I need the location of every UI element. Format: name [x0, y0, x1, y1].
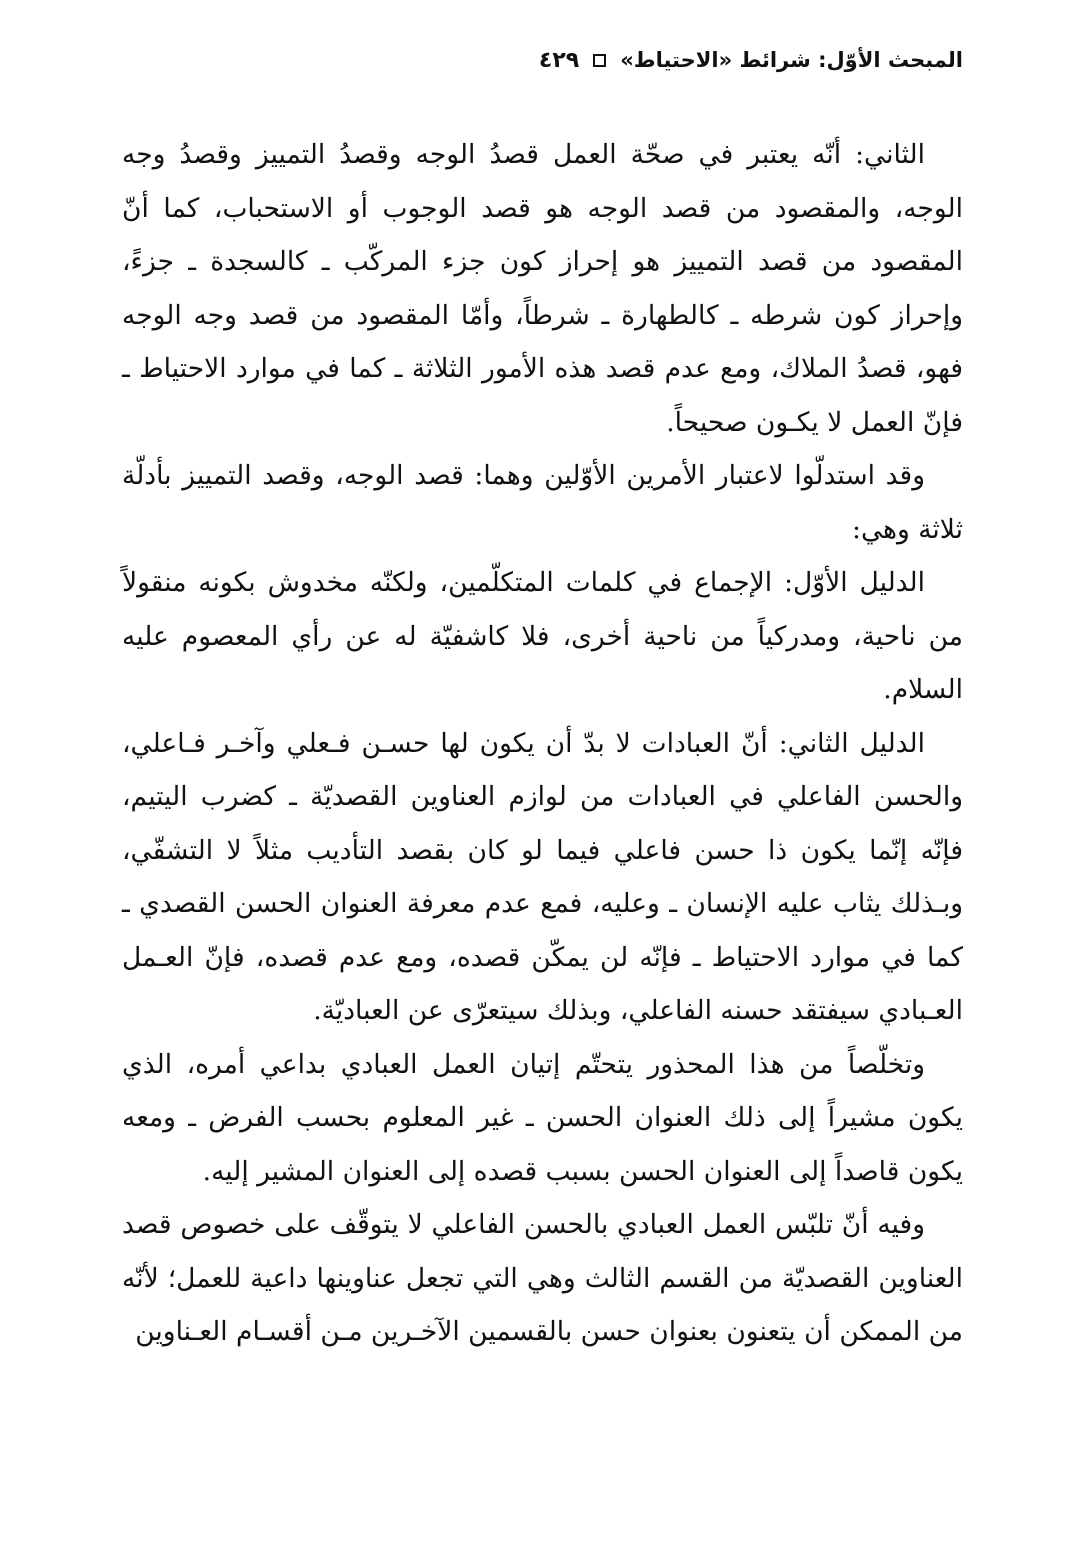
paragraph-3: الدليل الأوّل: الإجماع في كلمات المتكلّمين، ولكنّه مخدوش بكونه منقولاً من ناحية، ومدركياً من ناحية أخرى، فلا كاشفيّة له عن رأي المعصوم عليه السلام. [122, 567, 963, 705]
paragraph-2: وقد استدلّوا لاعتبار الأمرين الأوّلين وهما: قصد الوجه، وقصد التمييز بأدلّة ثلاثة وهي: [122, 460, 963, 545]
header-separator-box [593, 54, 606, 67]
paragraph-6: وفيه أنّ تلبّس العمل العبادي بالحسن الفاعلي لا يتوقّف على خصوص قصد العناوين القصديّة من القسم الثالث وهي التي تجعل عناوينها داعية للعمل؛ لأنّه من الممكن أن يتعنون بعنوان حسن بالقسمين الآخـرين مـن أقسـام العـناوين [122, 1209, 963, 1347]
text-body [122, 128, 963, 1359]
paragraph-5: وتخلّصاً من هذا المحذور يتحتّم إتيان العمل العبادي بداعي أمره، الذي يكون مشيراً إلى ذلك العنوان الحسن ـ غير المعلوم بحسب الفرض ـ ومعه يكون قاصداً إلى العنوان الحسن بسبب قصده إلى العنوان المشير إليه. [122, 1048, 963, 1187]
paragraph-1: الثاني: أنّه يعتبر في صحّة العمل قصدُ الوجه وقصدُ التمييز وقصدُ وجه الوجه، والمقصود من قصد الوجه هو قصد الوجوب أو الاستحباب، كما أنّ المقصود من قصد التمييز هو إحراز كون جزء المركّب ـ كالسجدة ـ جزءً، وإحراز كون شرطه ـ كالطهارة ـ شرطاً، وأمّا المقصود من قصد وجه الوجه فهو، قصدُ الملاك، ومع عدم قصد هذه الأمور الثلاثة ـ كما في موارد الاحتياط ـ فإنّ العمل لا يكـون صحيحاً. [122, 139, 963, 438]
header-title: المبحث الأوّل: شرائط «الاحتياط» [620, 48, 963, 72]
running-header [122, 40, 963, 80]
page-number: ٤٢٩ [538, 47, 580, 73]
paragraph-4: الدليل الثاني: أنّ العبادات لا بدّ أن يكون لها حسـن فـعلي وآخـر فـاعلي، والحسن الفاعلي في العبادات من لوازم العناوين القصديّة ـ كضرب اليتيم، فإنّه إنّما يكون ذا حسن فاعلي فيما لو كان بقصد التأديب مثلاً لا التشفّي، وبـذلك يثاب عليه الإنسان ـ وعليه، فمع عدم معرفة العنوان الحسن القصدي ـ كما في موارد الاحتياط ـ فإنّه لن يمكّن قصده، ومع عدم قصده، فإنّ العـمل العـبادي سيفتقد حسنه الفاعلي، وبذلك سيتعرّى عن العباديّة. [122, 727, 963, 1026]
